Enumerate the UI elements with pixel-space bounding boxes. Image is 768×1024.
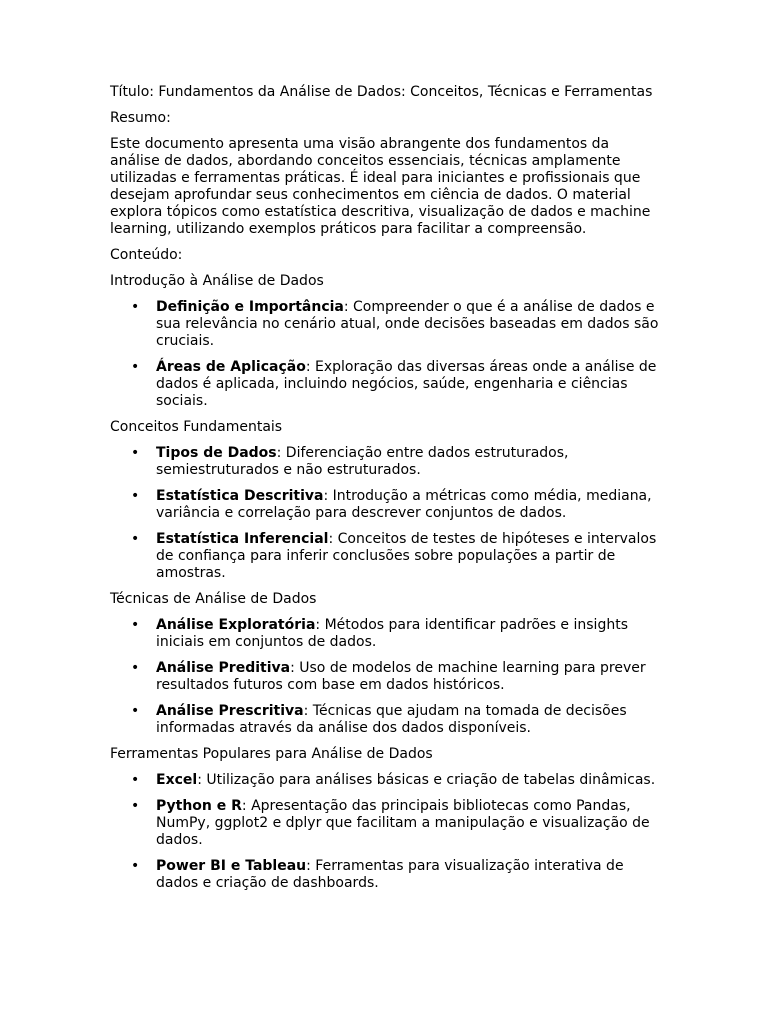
bullet-icon: • — [131, 531, 140, 547]
item-text: : Técnicas que ajudam na tomada de decisões informadas através da análise dos dados disponíveis. — [156, 703, 627, 736]
list-item — [131, 772, 660, 789]
item-term: Python e R — [156, 798, 242, 814]
list-item — [131, 858, 660, 892]
item-term: Tipos de Dados — [156, 445, 277, 461]
list-item — [131, 488, 660, 522]
list-item — [131, 798, 660, 849]
document-title: Título: Fundamentos da Análise de Dados: Conceitos, Técnicas e Ferramentas — [110, 84, 653, 100]
bullet-icon: • — [131, 858, 140, 874]
section-list — [110, 445, 660, 582]
bullet-icon: • — [131, 488, 140, 504]
item-term: Estatística Descritiva — [156, 488, 324, 504]
section-heading: Ferramentas Populares para Análise de Dados — [110, 746, 433, 762]
abstract-label: Resumo: — [110, 110, 171, 126]
item-term: Excel — [156, 772, 198, 788]
list-item — [131, 703, 660, 737]
list-item — [131, 445, 660, 479]
bullet-icon: • — [131, 798, 140, 814]
item-text: : Ferramentas para visualização interativa de dados e criação de dashboards. — [156, 858, 624, 891]
item-term: Análise Preditiva — [156, 660, 291, 676]
list-item — [131, 359, 660, 410]
item-term: Definição e Importância — [156, 299, 344, 315]
list-item — [131, 299, 660, 350]
item-text: : Apresentação das principais bibliotecas como Pandas, NumPy, ggplot2 e dplyr que facilitam a manipulação e visualização de dados. — [156, 798, 650, 848]
item-text: : Uso de modelos de machine learning para prever resultados futuros com base em dados históricos. — [156, 660, 646, 693]
list-item — [131, 660, 660, 694]
bullet-icon: • — [131, 299, 140, 315]
item-term: Análise Prescritiva — [156, 703, 304, 719]
item-text: : Exploração das diversas áreas onde a análise de dados é aplicada, incluindo negócios, saúde, engenharia e ciências sociais. — [156, 359, 657, 409]
section-list — [110, 299, 660, 410]
item-text: : Introdução a métricas como média, mediana, variância e correlação para descrever conjuntos de dados. — [156, 488, 652, 521]
item-term: Análise Exploratória — [156, 617, 316, 633]
item-text: : Métodos para identificar padrões e insights iniciais em conjuntos de dados. — [156, 617, 628, 650]
section-heading: Técnicas de Análise de Dados — [110, 591, 317, 607]
section-heading: Introdução à Análise de Dados — [110, 273, 324, 289]
item-text: : Compreender o que é a análise de dados e sua relevância no cenário atual, onde decisões baseadas em dados são cruciais. — [156, 299, 659, 349]
abstract-text: Este documento apresenta uma visão abrangente dos fundamentos da análise de dados, abordando conceitos essenciais, técnicas amplamente utilizadas e ferramentas práticas. É ideal para iniciantes e profissionais que desejam aprofundar seus conhecimentos em ciência de dados. O material explora tópicos como estatística descritiva, visualização de dados e machine learning, utilizando exemplos práticos para facilitar a compreensão. — [110, 136, 651, 237]
item-text: : Conceitos de testes de hipóteses e intervalos de confiança para inferir conclusões sobre populações a partir de amostras. — [156, 531, 657, 581]
section-list — [110, 772, 660, 892]
item-term: Estatística Inferencial — [156, 531, 329, 547]
bullet-icon: • — [131, 660, 140, 676]
section-heading: Conceitos Fundamentais — [110, 419, 283, 435]
bullet-icon: • — [131, 772, 140, 788]
item-text: : Diferenciação entre dados estruturados, semiestruturados e não estruturados. — [156, 445, 569, 478]
bullet-icon: • — [131, 703, 140, 719]
list-item — [131, 531, 660, 582]
bullet-icon: • — [131, 359, 140, 375]
item-text: : Utilização para análises básicas e criação de tabelas dinâmicas. — [197, 772, 656, 788]
item-term: Áreas de Aplicação — [156, 359, 306, 375]
bullet-icon: • — [131, 617, 140, 633]
bullet-icon: • — [131, 445, 140, 461]
item-term: Power BI e Tableau — [156, 858, 307, 874]
list-item — [131, 617, 660, 651]
contents-label: Conteúdo: — [110, 247, 183, 263]
section-list — [110, 617, 660, 737]
